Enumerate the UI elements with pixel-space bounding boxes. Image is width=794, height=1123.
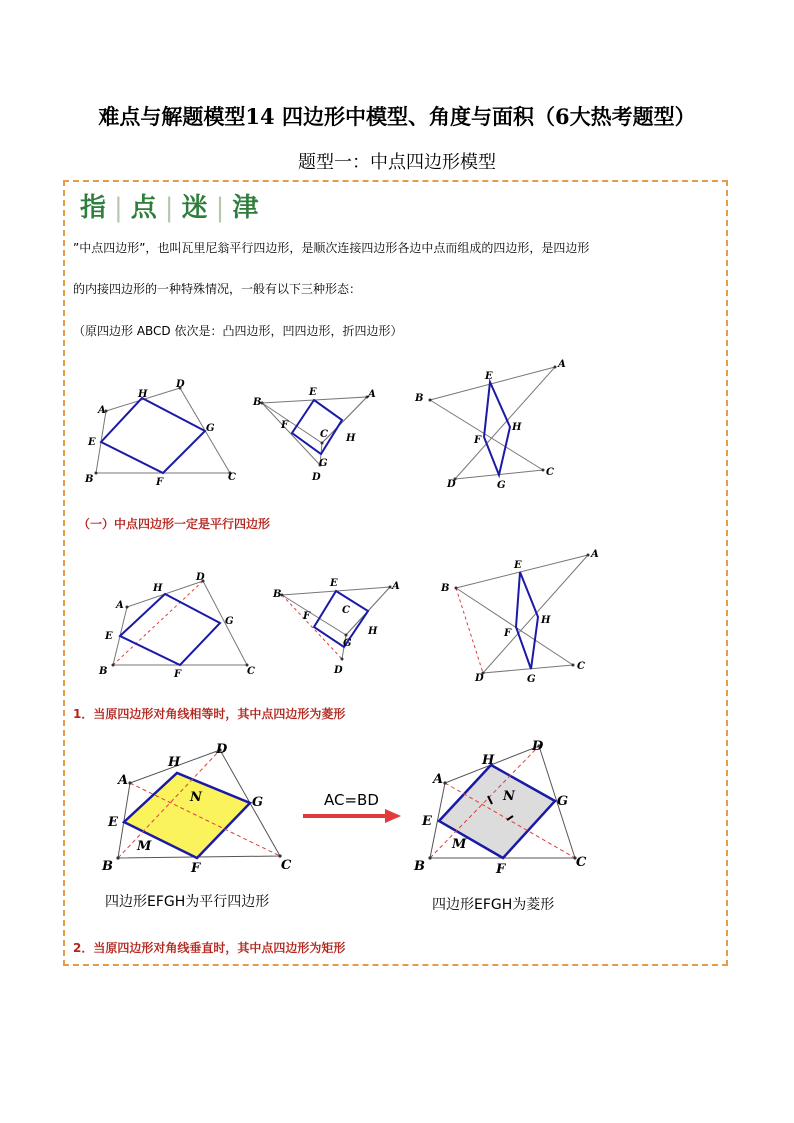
tip-heading-char: 点 [130, 193, 158, 223]
intro-paragraph-line-1: ”中点四边形”，也叫瓦里尼翁平行四边形，是顺次连接四边形各边中点而组成的四边形，是四边形 [73, 241, 590, 255]
label-G: G [319, 458, 328, 469]
caption-rhombus: 四边形EFGH为菱形 [432, 897, 555, 913]
section-title: 题型一：中点四边形模型 [298, 152, 496, 173]
label-G: G [252, 795, 264, 810]
label-H: H [512, 422, 522, 433]
heading-separator: | [164, 193, 175, 223]
tip-heading-char: 指 [80, 193, 108, 223]
label-B: B [273, 589, 282, 600]
label-C: C [228, 472, 236, 483]
label-E: E [309, 387, 317, 398]
label-M: M [452, 837, 467, 852]
label-E: E [88, 437, 96, 448]
label-B: B [99, 666, 108, 677]
label-M: M [137, 839, 152, 854]
label-C: C [577, 661, 585, 672]
figure-rhombus-grey [412, 738, 612, 878]
figure-convex-quadrilateral [80, 375, 245, 490]
label-B: B [253, 397, 262, 408]
label-H: H [541, 615, 551, 626]
figure-parallelogram-yellow [100, 740, 300, 875]
figure-concave-quadrilateral [252, 385, 382, 485]
label-F: F [474, 435, 482, 446]
tip-heading-char: 迷 [181, 193, 209, 223]
label-D: D [447, 479, 456, 490]
label-C: C [281, 858, 292, 873]
label-F: F [496, 862, 506, 877]
label-A: A [591, 549, 599, 560]
label-D: D [334, 665, 343, 676]
label-A: A [116, 600, 124, 611]
heading-separator: | [215, 193, 226, 223]
label-E: E [485, 371, 493, 382]
label-G: G [343, 638, 352, 649]
label-F: F [504, 628, 512, 639]
label-A: A [558, 359, 566, 370]
subtitle-rectangle: 2．当原四边形对角线垂直时，其中点四边形为矩形 [73, 941, 346, 955]
caption-parallelogram: 四边形EFGH为平行四边形 [105, 894, 270, 910]
label-B: B [85, 474, 94, 485]
figure-concave-with-diagonal [270, 575, 405, 680]
label-E: E [108, 815, 118, 830]
label-N: N [503, 789, 515, 804]
label-F: F [174, 669, 182, 680]
figure-convex-with-diagonal [95, 567, 260, 682]
label-D: D [475, 673, 484, 684]
label-F: F [281, 420, 289, 431]
label-G: G [206, 423, 215, 434]
subtitle-rhombus: 1．当原四边形对角线相等时，其中点四边形为菱形 [73, 707, 346, 721]
label-D: D [312, 472, 321, 483]
label-C: C [546, 467, 554, 478]
label-E: E [514, 560, 522, 571]
label-H: H [168, 755, 181, 770]
label-H: H [153, 583, 163, 594]
label-A: A [98, 405, 106, 416]
right-arrow-icon [303, 808, 403, 824]
subtitle-parallelogram: （一）中点四边形一定是平行四边形 [78, 517, 271, 531]
label-G: G [225, 616, 234, 627]
label-N: N [190, 790, 202, 805]
label-E: E [330, 578, 338, 589]
label-D: D [176, 379, 185, 390]
label-A: A [433, 772, 444, 787]
label-G: G [497, 480, 506, 491]
label-F: F [191, 861, 201, 876]
label-G: G [527, 674, 536, 685]
label-C: C [342, 605, 350, 616]
document-title: 难点与解题模型14 四边形中模型、角度与面积（6大热考题型） [98, 104, 696, 129]
label-C: C [320, 429, 328, 440]
label-A: A [392, 581, 400, 592]
label-A: A [368, 389, 376, 400]
intro-paragraph-line-2: 的内接四边形的一种特殊情况，一般有以下三种形态： [73, 282, 362, 296]
label-H: H [138, 389, 148, 400]
tip-heading [80, 187, 259, 224]
figure-crossed-quadrilateral [410, 357, 575, 492]
label-E: E [105, 631, 113, 642]
heading-separator: | [114, 193, 124, 223]
label-B: B [102, 859, 113, 874]
shapes-note: （原四边形 ABCD 依次是：凸四边形，凹四边形，折四边形） [73, 324, 403, 338]
label-H: H [368, 626, 378, 637]
label-A: A [118, 773, 129, 788]
label-F: F [156, 477, 164, 488]
arrow-label: AC=BD [324, 791, 379, 809]
label-D: D [196, 572, 205, 583]
label-E: E [422, 814, 432, 829]
label-D: D [532, 739, 544, 754]
figure-crossed-with-diagonal [438, 545, 603, 685]
label-H: H [346, 433, 356, 444]
label-G: G [557, 794, 569, 809]
label-C: C [576, 855, 587, 870]
label-B: B [414, 859, 425, 874]
label-D: D [216, 742, 228, 757]
label-C: C [247, 666, 255, 677]
label-B: B [415, 393, 424, 404]
label-F: F [303, 611, 311, 622]
label-H: H [482, 753, 495, 768]
label-B: B [441, 583, 450, 594]
tip-heading-char: 津 [232, 193, 260, 223]
